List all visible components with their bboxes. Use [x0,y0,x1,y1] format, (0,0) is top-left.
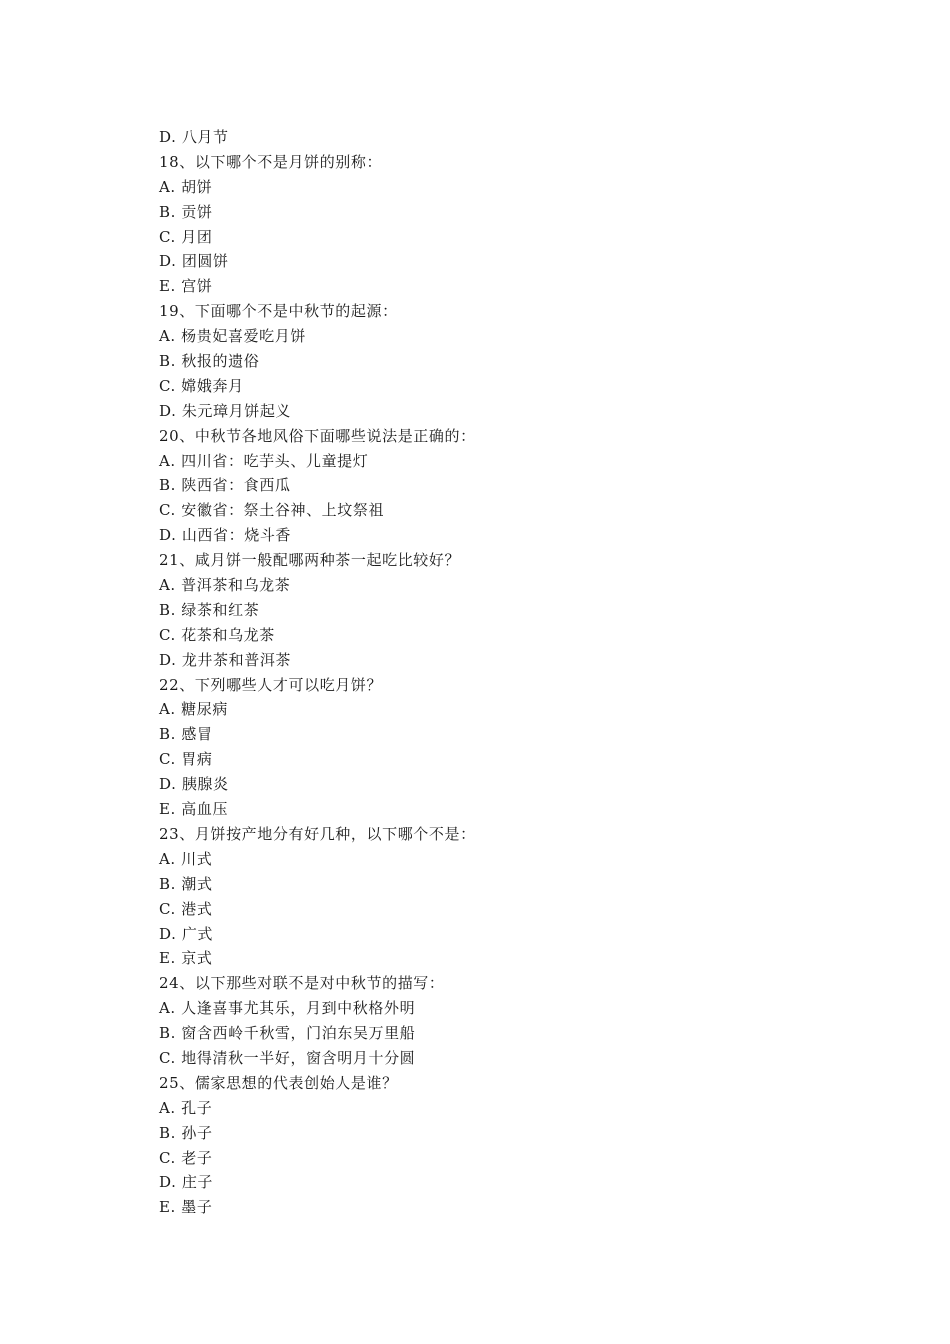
question-line: 24、以下那些对联不是对中秋节的描写： [159,974,445,993]
option-line: E. 高血压 [159,800,229,819]
option-line: C. 花茶和乌龙茶 [159,625,275,644]
option-line: D. 八月节 [159,128,229,146]
option-line: D. 胰腺炎 [159,775,229,794]
option-line: B. 感冒 [159,725,213,744]
option-line: B. 孙子 [159,1123,213,1142]
option-line: C. 安徽省：祭土谷神、上坟祭祖 [159,501,385,520]
option-line: A. 人逢喜事尤其乐，月到中秋格外明 [159,999,416,1018]
option-line: A. 杨贵妃喜爱吃月饼 [159,327,306,346]
option-line: A. 胡饼 [159,177,213,196]
option-line: A. 糖尿病 [159,700,228,719]
option-line: D. 广式 [159,924,214,943]
option-line: C. 老子 [159,1148,213,1167]
option-line: E. 宫饼 [159,277,213,296]
option-line: C. 月团 [159,227,213,246]
option-line: A. 川式 [159,849,213,868]
question-line: 21、咸月饼一般配哪两种茶一起吃比较好？ [159,551,461,570]
option-line: C. 港式 [159,899,213,918]
option-line: E. 京式 [159,949,213,968]
document-page [159,125,859,1220]
option-line: D. 山西省：烧斗香 [159,526,292,545]
option-line: B. 秋报的遗俗 [159,352,260,371]
option-line: A. 普洱茶和乌龙茶 [159,576,291,595]
option-line: D. 庄子 [159,1173,214,1192]
option-line: A. 孔子 [159,1098,213,1117]
question-line: 23、月饼按产地分有好几种，以下哪个不是： [159,824,476,843]
option-line: D. 朱元璋月饼起义 [159,401,292,420]
option-line: B. 窗含西岭千秋雪，门泊东吴万里船 [159,1024,416,1043]
option-line: D. 团圆饼 [159,252,229,271]
option-line: B. 陕西省：食西瓜 [159,476,291,495]
option-line: C. 胃病 [159,750,213,769]
question-line: 20、中秋节各地风俗下面哪些说法是正确的： [159,426,476,445]
option-line: C. 地得清秋一半好，窗含明月十分圆 [159,1048,416,1067]
option-line: E. 墨子 [159,1198,213,1217]
question-line: 22、下列哪些人才可以吃月饼？ [159,675,383,694]
option-line: D. 龙井茶和普洱茶 [159,650,292,669]
question-line: 25、儒家思想的代表创始人是谁？ [159,1073,398,1092]
option-line: B. 绿茶和红茶 [159,600,260,619]
option-line: C. 嫦娥奔月 [159,376,244,395]
question-line: 18、以下哪个不是月饼的别称： [159,152,383,171]
question-line: 19、下面哪个不是中秋节的起源： [159,302,398,321]
option-line: B. 潮式 [159,874,213,893]
option-line: B. 贡饼 [159,202,213,221]
option-line: A. 四川省：吃芋头、儿童提灯 [159,451,369,470]
